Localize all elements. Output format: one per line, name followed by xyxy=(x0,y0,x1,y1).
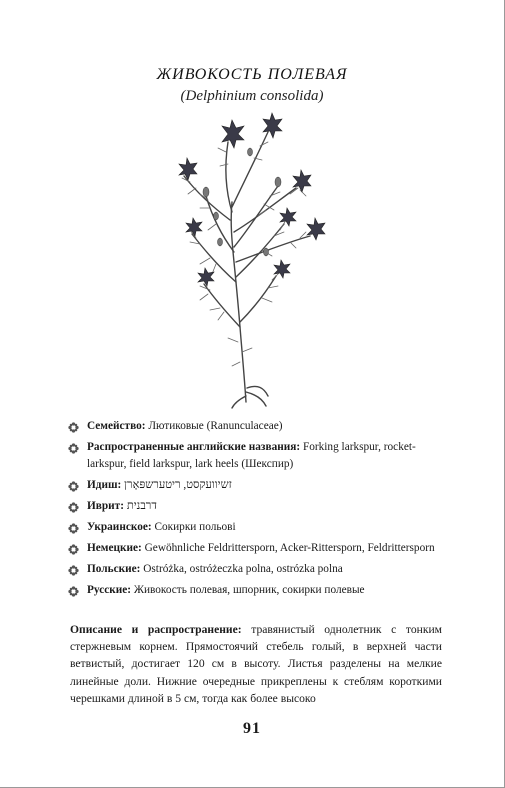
list-item xyxy=(68,519,446,536)
list-item xyxy=(68,540,446,557)
fact-value: זשיוועקסט, ריטערשפּאָרן xyxy=(121,479,232,491)
list-item xyxy=(68,582,446,599)
fact-label: Распространенные английские названия: xyxy=(87,441,301,453)
flower-bullet-icon xyxy=(68,544,79,555)
flower-bullet-icon xyxy=(68,481,79,492)
page-number: 91 xyxy=(243,720,261,737)
fact-label: Русские: xyxy=(87,584,132,596)
list-item xyxy=(68,498,446,515)
flower-bullet-icon xyxy=(68,443,79,454)
fact-value: דרבנית xyxy=(124,500,157,512)
fact-value: Лютиковые (Ranunculaceae) xyxy=(145,420,283,432)
flower-bullet-icon xyxy=(68,502,79,513)
fact-value: Ostróżka, ostróżeczka polna, ostrózka polna xyxy=(140,563,343,575)
flower-bullet-icon xyxy=(68,523,79,534)
description-lead: Описание и распространение: xyxy=(70,623,242,636)
flower-bullet-icon xyxy=(68,422,79,433)
flower-bullet-icon xyxy=(68,586,79,597)
list-item xyxy=(68,439,446,473)
fact-value: Сокирки польові xyxy=(151,521,236,533)
fact-label: Идиш: xyxy=(87,479,122,491)
fact-label: Немецкие: xyxy=(87,542,142,554)
fact-label: Польские: xyxy=(87,563,141,575)
latin-name: (Delphinium consolida) xyxy=(180,88,324,104)
fact-value: Forking larkspur, rocket-larkspur, field larkspur, lark heels (Шекспир) xyxy=(87,441,416,470)
page-title: ЖИВОКОСТЬ ПОЛЕВАЯ xyxy=(156,66,348,83)
larkspur-plant-illustration xyxy=(150,112,360,410)
list-item xyxy=(68,477,446,494)
description-text: травянистый однолетник с тонким стержневым корнем. Прямостоячий стебель голый, в верхней части ветвистый, достигает 120 см в высоту. Листья разделены на мелкие линейные доли. Нижние очередные прикреплены к стеблям короткими черешками длиной в 5 см, тогда как более высоко xyxy=(70,623,442,705)
list-item xyxy=(68,561,446,578)
fact-value: Живокость полевая, шпорник, сокирки полевые xyxy=(131,584,365,596)
fact-label: Украинское: xyxy=(87,521,152,533)
fact-label: Иврит: xyxy=(87,500,124,512)
fact-label: Семейство: xyxy=(87,420,146,432)
description-paragraph xyxy=(70,621,442,707)
fact-value: Gewöhnliche Feldrittersporn, Acker-Rittersporn, Feldrittersporn xyxy=(141,542,435,554)
plant-facts-list xyxy=(68,418,446,603)
flower-bullet-icon xyxy=(68,565,79,576)
list-item xyxy=(68,418,446,435)
